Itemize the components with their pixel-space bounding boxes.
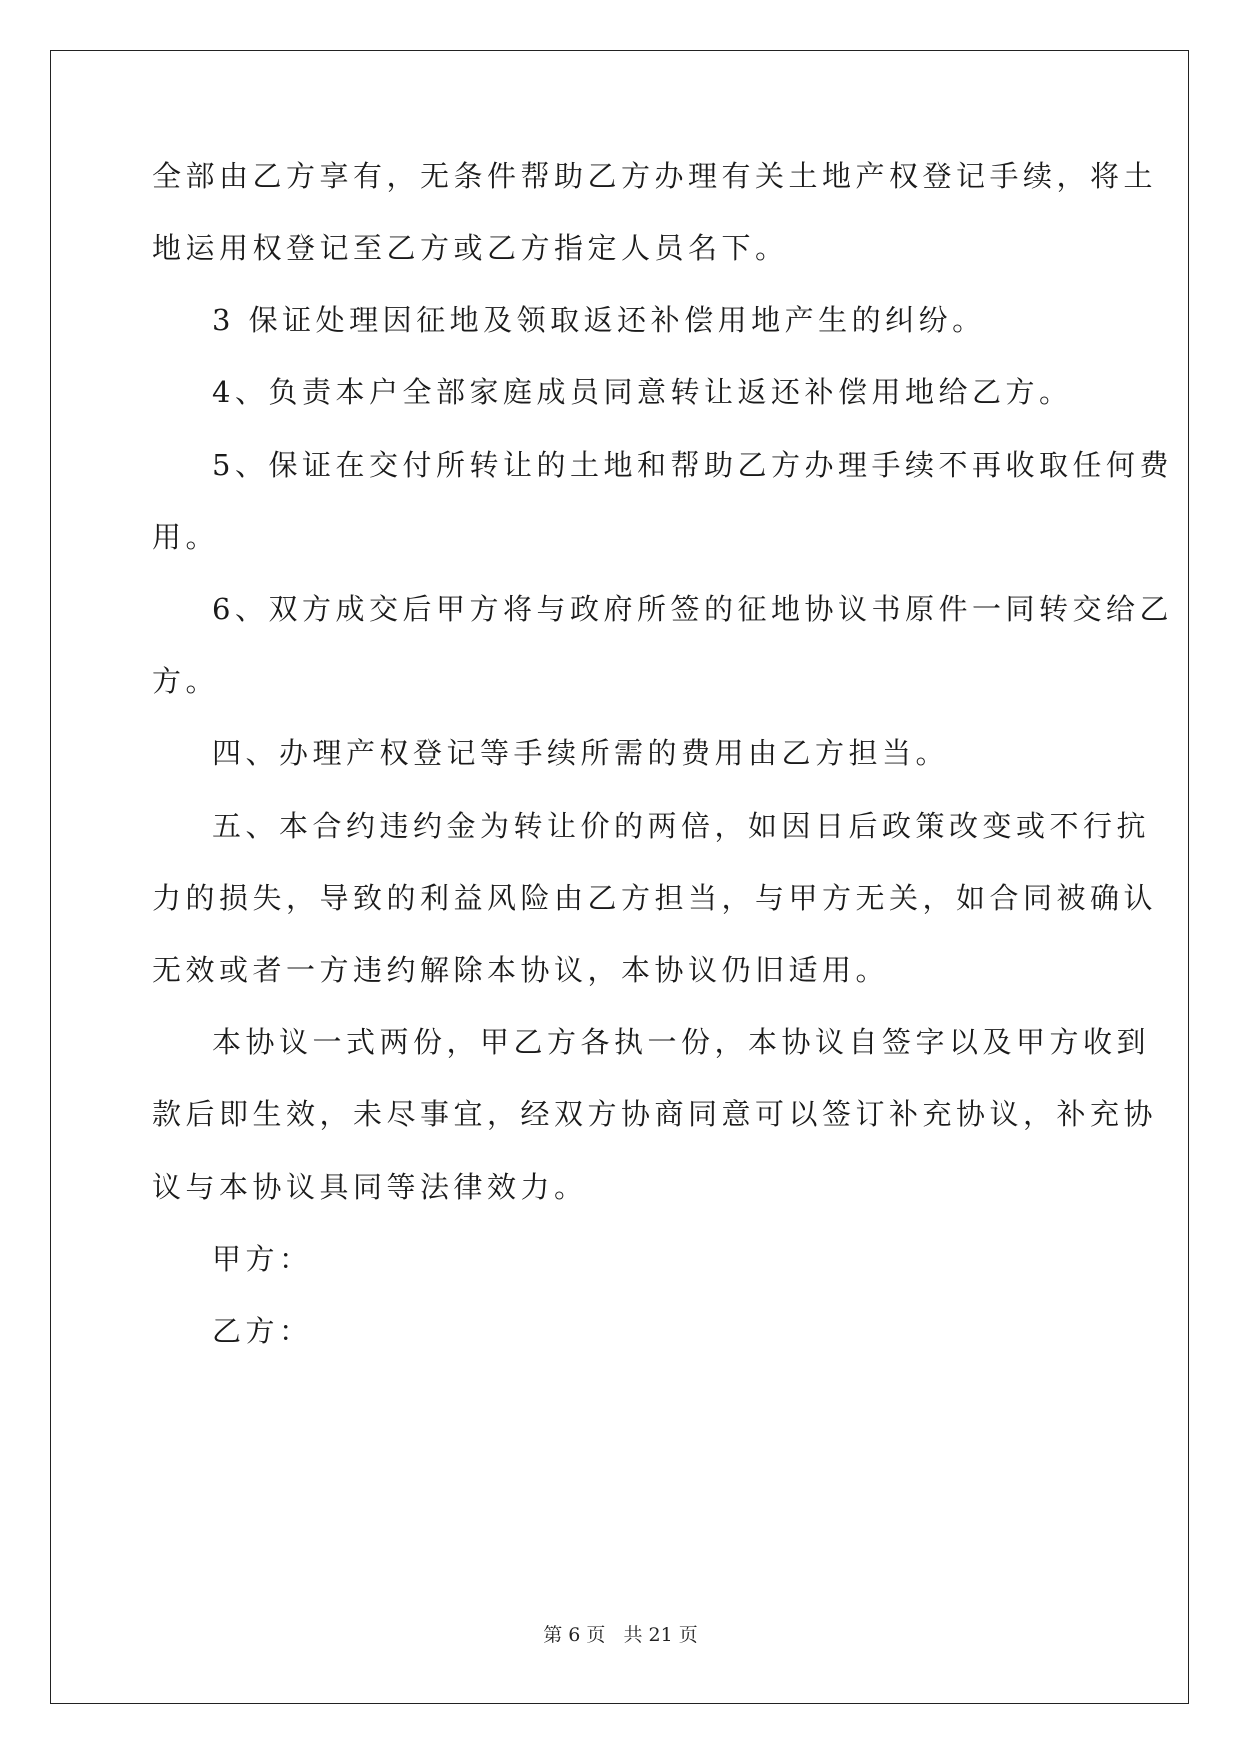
page-border [50,50,1189,1704]
text-line: 五、本合约违约金为转让价的两倍，如因日后政策改变或不行抗 [212,809,1151,843]
text-line: 全部由乙方享有，无条件帮助乙方办理有关土地产权登记手续，将土 [152,159,1158,193]
text-line: 5、保证在交付所转让的土地和帮助乙方办理手续不再收取任何费 [212,448,1173,482]
text-line: 议与本协议具同等法律效力。 [152,1170,588,1204]
text-line: 地运用权登记至乙方或乙方指定人员名下。 [152,231,789,265]
page-total: 共 21 页 [623,1624,698,1646]
text-line: 四、办理产权登记等手续所需的费用由乙方担当。 [212,736,950,770]
text-line: 6、双方成交后甲方将与政府所签的征地协议书原件一同转交给乙 [212,592,1173,626]
text-line: 方。 [152,664,220,698]
text-line: 本协议一式两份，甲乙方各执一份，本协议自签字以及甲方收到 [212,1025,1151,1059]
text-line: 3 保证处理因征地及领取返还补偿用地产生的纠纷。 [212,303,986,337]
text-line: 4、负责本户全部家庭成员同意转让返还补偿用地给乙方。 [212,375,1073,409]
text-line: 款后即生效，未尽事宜，经双方协商同意可以签订补充协议，补充协 [152,1097,1158,1131]
text-line: 力的损失，导致的利益风险由乙方担当，与甲方无关，如合同被确认 [152,881,1158,915]
party-b-label: 乙方： [212,1314,313,1348]
party-a-label: 甲方： [212,1242,313,1276]
page-number: 第 6 页 [543,1624,606,1646]
text-line: 用。 [152,520,220,554]
page-footer [0,1620,1241,1647]
text-line: 无效或者一方违约解除本协议，本协议仍旧适用。 [152,953,890,987]
